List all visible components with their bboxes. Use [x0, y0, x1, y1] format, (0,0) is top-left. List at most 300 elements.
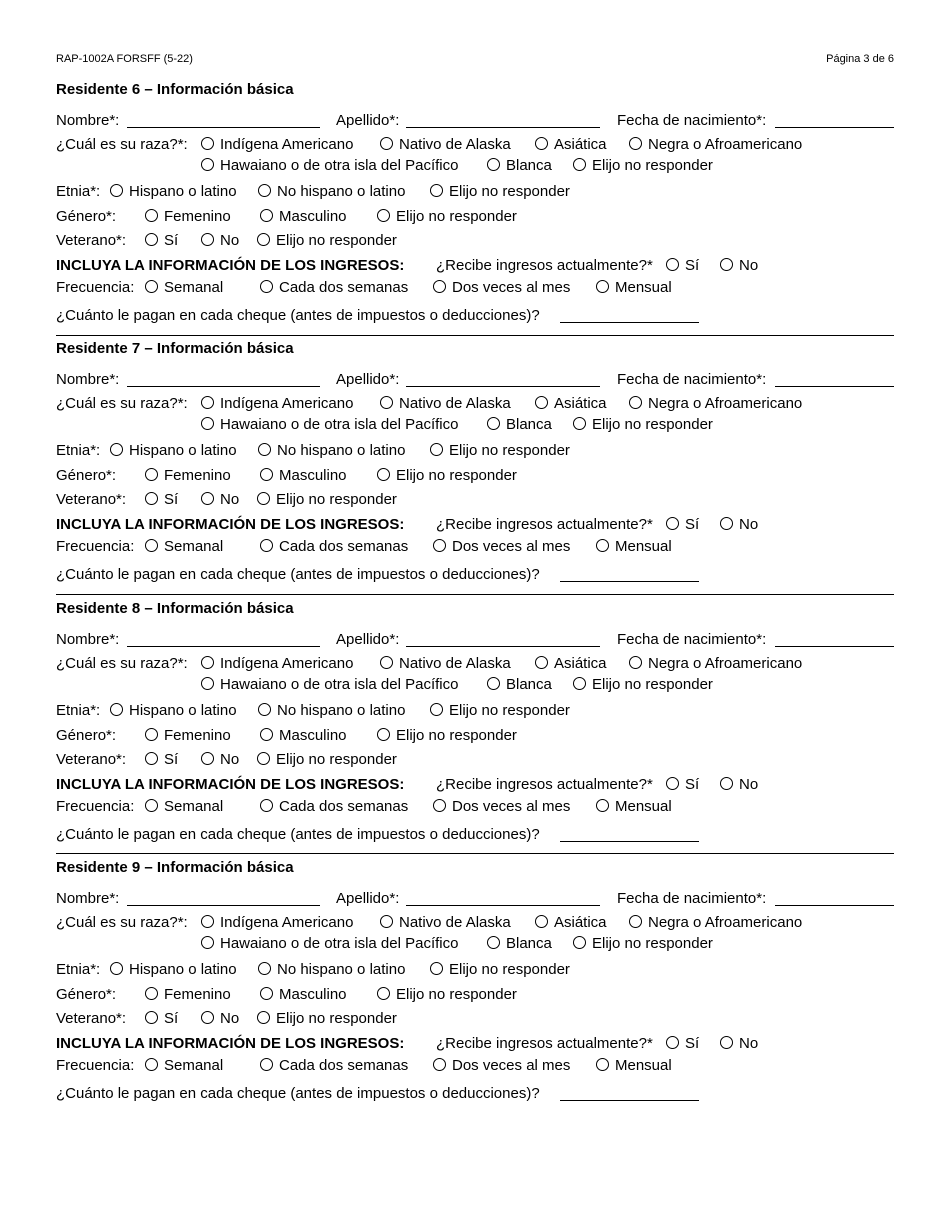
frecuencia-option[interactable] [433, 797, 570, 817]
radio-circle-icon[interactable] [258, 962, 271, 975]
frecuencia-option[interactable] [260, 1056, 408, 1076]
option-label: Hawaiano o de otra isla del Pacífico [220, 676, 459, 693]
apellido-label: Apellido*: [336, 890, 400, 907]
veterano-option[interactable] [201, 231, 239, 251]
recibe-option[interactable] [720, 1034, 758, 1054]
option-label: Elijo no responder [396, 986, 517, 1003]
radio-circle-icon[interactable] [596, 539, 609, 552]
option-label: Cada dos semanas [279, 538, 409, 555]
veterano-option[interactable] [201, 490, 239, 510]
genero-option[interactable] [260, 985, 347, 1005]
recibe-option[interactable] [720, 515, 758, 535]
veterano-label: Veterano*: [56, 1010, 127, 1027]
radio-circle-icon[interactable] [666, 258, 679, 271]
option-label: Masculino [279, 986, 347, 1003]
radio-circle-icon[interactable] [145, 492, 158, 505]
raza-option[interactable] [535, 913, 607, 933]
option-label: Sí [164, 1010, 179, 1027]
option-label: Hawaiano o de otra isla del Pacífico [220, 416, 459, 433]
option-label: No [739, 776, 759, 793]
etnia-option[interactable] [258, 441, 405, 461]
etnia-option[interactable] [430, 441, 570, 461]
frecuencia-option[interactable] [260, 797, 408, 817]
option-label: Elijo no responder [449, 961, 570, 978]
radio-circle-icon[interactable] [260, 468, 273, 481]
frecuencia-option[interactable] [433, 1056, 570, 1076]
radio-circle-icon[interactable] [430, 443, 443, 456]
frecuencia-option[interactable] [596, 797, 672, 817]
frecuencia-option[interactable] [596, 278, 672, 298]
radio-circle-icon[interactable] [257, 492, 270, 505]
option-label: Cada dos semanas [279, 798, 409, 815]
radio-circle-icon[interactable] [629, 656, 642, 669]
frecuencia-label: Frecuencia: [56, 279, 135, 296]
frecuencia-option[interactable] [260, 278, 408, 298]
section-divider [56, 335, 894, 336]
option-label: Femenino [164, 208, 231, 225]
raza-option[interactable] [573, 415, 713, 435]
section-title: Residente 8 – Información básica [56, 600, 294, 617]
radio-circle-icon[interactable] [720, 777, 733, 790]
etnia-option[interactable] [258, 182, 405, 202]
veterano-option[interactable] [257, 750, 397, 770]
raza-label: ¿Cuál es su raza?*: [56, 914, 188, 931]
option-label: No hispano o latino [277, 442, 406, 459]
radio-circle-icon[interactable] [430, 184, 443, 197]
radio-circle-icon[interactable] [377, 987, 390, 1000]
radio-circle-icon[interactable] [535, 396, 548, 409]
veterano-label: Veterano*: [56, 751, 127, 768]
raza-option[interactable] [629, 394, 802, 414]
nombre-field[interactable] [127, 127, 320, 128]
radio-circle-icon[interactable] [596, 280, 609, 293]
apellido-field[interactable] [406, 905, 600, 906]
option-label: Hispano o latino [129, 183, 237, 200]
radio-circle-icon[interactable] [201, 417, 214, 430]
radio-circle-icon[interactable] [110, 703, 123, 716]
veterano-option[interactable] [145, 490, 178, 510]
radio-circle-icon[interactable] [433, 799, 446, 812]
etnia-option[interactable] [430, 701, 570, 721]
radio-circle-icon[interactable] [573, 158, 586, 171]
radio-circle-icon[interactable] [720, 258, 733, 271]
radio-circle-icon[interactable] [145, 728, 158, 741]
raza-option[interactable] [380, 654, 511, 674]
option-label: Elijo no responder [276, 751, 397, 768]
option-label: Hispano o latino [129, 961, 237, 978]
fecha-label: Fecha de nacimiento*: [617, 371, 767, 388]
radio-circle-icon[interactable] [201, 492, 214, 505]
radio-circle-icon[interactable] [110, 443, 123, 456]
radio-circle-icon[interactable] [535, 137, 548, 150]
option-label: Elijo no responder [396, 208, 517, 225]
radio-circle-icon[interactable] [145, 752, 158, 765]
option-label: Sí [685, 516, 700, 533]
option-label: Indígena Americano [220, 136, 354, 153]
genero-option[interactable] [377, 207, 517, 227]
recibe-label: ¿Recibe ingresos actualmente?* [436, 1035, 653, 1052]
option-label: Sí [164, 232, 179, 249]
raza-option[interactable] [629, 654, 802, 674]
radio-circle-icon[interactable] [433, 1058, 446, 1071]
genero-option[interactable] [377, 466, 517, 486]
section-title: Residente 9 – Información básica [56, 859, 294, 876]
raza-option[interactable] [487, 156, 552, 176]
option-label: No [220, 751, 240, 768]
veterano-option[interactable] [257, 490, 397, 510]
frecuencia-option[interactable] [433, 537, 570, 557]
veterano-option[interactable] [257, 231, 397, 251]
option-label: Mensual [615, 1057, 672, 1074]
option-label: No [739, 1035, 759, 1052]
etnia-option[interactable] [110, 441, 237, 461]
nombre-label: Nombre*: [56, 631, 120, 648]
frecuencia-option[interactable] [145, 278, 223, 298]
genero-option[interactable] [145, 726, 231, 746]
radio-circle-icon[interactable] [145, 280, 158, 293]
option-label: Blanca [506, 676, 552, 693]
radio-circle-icon[interactable] [377, 468, 390, 481]
cheque-label: ¿Cuánto le pagan en cada cheque (antes de impuestos o deducciones)? [56, 826, 540, 843]
option-label: Elijo no responder [396, 727, 517, 744]
raza-option[interactable] [201, 135, 353, 155]
resident-section [56, 859, 894, 1118]
option-label: Elijo no responder [449, 442, 570, 459]
page-number: Página 3 de 6 [826, 53, 894, 65]
radio-circle-icon[interactable] [260, 987, 273, 1000]
option-label: Negra o Afroamericano [648, 395, 803, 412]
frecuencia-option[interactable] [596, 1056, 672, 1076]
genero-option[interactable] [377, 726, 517, 746]
raza-option[interactable] [487, 934, 552, 954]
radio-circle-icon[interactable] [433, 539, 446, 552]
raza-option[interactable] [380, 913, 511, 933]
cheque-label: ¿Cuánto le pagan en cada cheque (antes de impuestos o deducciones)? [56, 566, 540, 583]
radio-circle-icon[interactable] [487, 158, 500, 171]
fecha-field[interactable] [775, 646, 894, 647]
radio-circle-icon[interactable] [201, 233, 214, 246]
radio-circle-icon[interactable] [629, 396, 642, 409]
radio-circle-icon[interactable] [201, 1011, 214, 1024]
cheque-amount-field[interactable] [560, 1100, 699, 1101]
ingresos-heading: INCLUYA LA INFORMACIÓN DE LOS INGRESOS: [56, 776, 405, 793]
frecuencia-option[interactable] [596, 537, 672, 557]
option-label: Elijo no responder [592, 676, 713, 693]
radio-circle-icon[interactable] [258, 703, 271, 716]
frecuencia-label: Frecuencia: [56, 1057, 135, 1074]
apellido-label: Apellido*: [336, 112, 400, 129]
option-label: Indígena Americano [220, 914, 354, 931]
option-label: No [739, 516, 759, 533]
radio-circle-icon[interactable] [487, 677, 500, 690]
raza-option[interactable] [201, 913, 353, 933]
radio-circle-icon[interactable] [596, 1058, 609, 1071]
radio-circle-icon[interactable] [430, 962, 443, 975]
fecha-field[interactable] [775, 386, 894, 387]
radio-circle-icon[interactable] [380, 396, 393, 409]
option-label: Elijo no responder [449, 183, 570, 200]
raza-label: ¿Cuál es su raza?*: [56, 395, 188, 412]
etnia-option[interactable] [430, 182, 570, 202]
fecha-field[interactable] [775, 905, 894, 906]
option-label: Elijo no responder [276, 491, 397, 508]
radio-circle-icon[interactable] [720, 1036, 733, 1049]
recibe-option[interactable] [666, 775, 699, 795]
raza-option[interactable] [573, 675, 713, 695]
radio-circle-icon[interactable] [666, 517, 679, 530]
radio-circle-icon[interactable] [629, 915, 642, 928]
raza-option[interactable] [629, 913, 802, 933]
option-label: Sí [164, 751, 179, 768]
apellido-field[interactable] [406, 386, 600, 387]
cheque-amount-field[interactable] [560, 581, 699, 582]
option-label: Asiática [554, 655, 607, 672]
radio-circle-icon[interactable] [201, 656, 214, 669]
radio-circle-icon[interactable] [145, 987, 158, 1000]
etnia-option[interactable] [110, 701, 237, 721]
radio-circle-icon[interactable] [596, 799, 609, 812]
section-divider [56, 594, 894, 595]
raza-option[interactable] [201, 156, 458, 176]
veterano-option[interactable] [201, 750, 239, 770]
radio-circle-icon[interactable] [260, 799, 273, 812]
etnia-label: Etnia*: [56, 183, 101, 200]
recibe-option[interactable] [720, 256, 758, 276]
radio-circle-icon[interactable] [145, 468, 158, 481]
radio-circle-icon[interactable] [380, 915, 393, 928]
radio-circle-icon[interactable] [201, 936, 214, 949]
option-label: Hispano o latino [129, 442, 237, 459]
option-label: Dos veces al mes [452, 279, 571, 296]
veterano-label: Veterano*: [56, 232, 127, 249]
option-label: No [220, 1010, 240, 1027]
etnia-label: Etnia*: [56, 442, 101, 459]
raza-option[interactable] [487, 415, 552, 435]
radio-circle-icon[interactable] [260, 539, 273, 552]
radio-circle-icon[interactable] [257, 233, 270, 246]
radio-circle-icon[interactable] [535, 656, 548, 669]
radio-circle-icon[interactable] [629, 137, 642, 150]
option-label: Elijo no responder [449, 702, 570, 719]
raza-option[interactable] [380, 394, 511, 414]
radio-circle-icon[interactable] [380, 137, 393, 150]
frecuencia-label: Frecuencia: [56, 538, 135, 555]
option-label: Sí [685, 1035, 700, 1052]
option-label: Negra o Afroamericano [648, 914, 803, 931]
raza-option[interactable] [380, 135, 511, 155]
cheque-label: ¿Cuánto le pagan en cada cheque (antes de impuestos o deducciones)? [56, 307, 540, 324]
recibe-option[interactable] [666, 1034, 699, 1054]
radio-circle-icon[interactable] [145, 539, 158, 552]
fecha-label: Fecha de nacimiento*: [617, 890, 767, 907]
option-label: No [220, 491, 240, 508]
radio-circle-icon[interactable] [201, 396, 214, 409]
recibe-option[interactable] [666, 515, 699, 535]
radio-circle-icon[interactable] [666, 777, 679, 790]
radio-circle-icon[interactable] [535, 915, 548, 928]
raza-option[interactable] [487, 675, 552, 695]
radio-circle-icon[interactable] [145, 233, 158, 246]
option-label: No [220, 232, 240, 249]
option-label: Asiática [554, 395, 607, 412]
option-label: Hispano o latino [129, 702, 237, 719]
veterano-option[interactable] [145, 231, 178, 251]
genero-option[interactable] [145, 207, 231, 227]
section-title: Residente 6 – Información básica [56, 81, 294, 98]
radio-circle-icon[interactable] [258, 184, 271, 197]
radio-circle-icon[interactable] [201, 137, 214, 150]
option-label: Nativo de Alaska [399, 655, 511, 672]
etnia-option[interactable] [258, 960, 405, 980]
frecuencia-option[interactable] [260, 537, 408, 557]
radio-circle-icon[interactable] [720, 517, 733, 530]
option-label: Indígena Americano [220, 655, 354, 672]
option-label: Dos veces al mes [452, 798, 571, 815]
radio-circle-icon[interactable] [257, 752, 270, 765]
raza-option[interactable] [535, 654, 607, 674]
radio-circle-icon[interactable] [110, 184, 123, 197]
raza-option[interactable] [573, 156, 713, 176]
option-label: Nativo de Alaska [399, 914, 511, 931]
option-label: Dos veces al mes [452, 1057, 571, 1074]
etnia-option[interactable] [110, 182, 237, 202]
nombre-label: Nombre*: [56, 371, 120, 388]
frecuencia-option[interactable] [145, 1056, 223, 1076]
radio-circle-icon[interactable] [260, 1058, 273, 1071]
radio-circle-icon[interactable] [377, 209, 390, 222]
fecha-label: Fecha de nacimiento*: [617, 631, 767, 648]
option-label: Dos veces al mes [452, 538, 571, 555]
apellido-field[interactable] [406, 127, 600, 128]
option-label: Negra o Afroamericano [648, 136, 803, 153]
option-label: Cada dos semanas [279, 1057, 409, 1074]
radio-circle-icon[interactable] [145, 1011, 158, 1024]
nombre-label: Nombre*: [56, 890, 120, 907]
option-label: Semanal [164, 538, 224, 555]
raza-option[interactable] [201, 934, 458, 954]
etnia-label: Etnia*: [56, 961, 101, 978]
veterano-option[interactable] [257, 1009, 397, 1029]
veterano-option[interactable] [201, 1009, 239, 1029]
etnia-option[interactable] [430, 960, 570, 980]
radio-circle-icon[interactable] [433, 280, 446, 293]
apellido-label: Apellido*: [336, 631, 400, 648]
recibe-option[interactable] [720, 775, 758, 795]
genero-option[interactable] [145, 985, 231, 1005]
radio-circle-icon[interactable] [260, 280, 273, 293]
option-label: Nativo de Alaska [399, 136, 511, 153]
apellido-label: Apellido*: [336, 371, 400, 388]
raza-option[interactable] [201, 394, 353, 414]
raza-option[interactable] [629, 135, 802, 155]
option-label: Elijo no responder [276, 1010, 397, 1027]
radio-circle-icon[interactable] [260, 209, 273, 222]
frecuencia-option[interactable] [145, 797, 223, 817]
frecuencia-option[interactable] [433, 278, 570, 298]
option-label: Mensual [615, 798, 672, 815]
radio-circle-icon[interactable] [487, 417, 500, 430]
option-label: Sí [685, 776, 700, 793]
nombre-field[interactable] [127, 905, 320, 906]
radio-circle-icon[interactable] [377, 728, 390, 741]
radio-circle-icon[interactable] [487, 936, 500, 949]
raza-option[interactable] [201, 654, 353, 674]
radio-circle-icon[interactable] [145, 799, 158, 812]
section-title: Residente 7 – Información básica [56, 340, 294, 357]
option-label: Elijo no responder [276, 232, 397, 249]
radio-circle-icon[interactable] [145, 209, 158, 222]
genero-option[interactable] [260, 726, 347, 746]
radio-circle-icon[interactable] [380, 656, 393, 669]
option-label: Asiática [554, 136, 607, 153]
nombre-field[interactable] [127, 646, 320, 647]
ingresos-heading: INCLUYA LA INFORMACIÓN DE LOS INGRESOS: [56, 1035, 405, 1052]
etnia-option[interactable] [110, 960, 237, 980]
radio-circle-icon[interactable] [201, 915, 214, 928]
genero-option[interactable] [377, 985, 517, 1005]
veterano-option[interactable] [145, 1009, 178, 1029]
option-label: No hispano o latino [277, 702, 406, 719]
veterano-option[interactable] [145, 750, 178, 770]
option-label: Masculino [279, 467, 347, 484]
radio-circle-icon[interactable] [430, 703, 443, 716]
genero-option[interactable] [260, 466, 347, 486]
genero-option[interactable] [260, 207, 347, 227]
nombre-label: Nombre*: [56, 112, 120, 129]
radio-circle-icon[interactable] [260, 728, 273, 741]
genero-label: Género*: [56, 208, 117, 225]
section-divider [56, 853, 894, 854]
genero-option[interactable] [145, 466, 231, 486]
option-label: Mensual [615, 538, 672, 555]
option-label: Mensual [615, 279, 672, 296]
frecuencia-option[interactable] [145, 537, 223, 557]
raza-option[interactable] [573, 934, 713, 954]
radio-circle-icon[interactable] [201, 158, 214, 171]
raza-option[interactable] [535, 394, 607, 414]
ingresos-heading: INCLUYA LA INFORMACIÓN DE LOS INGRESOS: [56, 257, 405, 274]
radio-circle-icon[interactable] [201, 677, 214, 690]
etnia-option[interactable] [258, 701, 405, 721]
radio-circle-icon[interactable] [258, 443, 271, 456]
radio-circle-icon[interactable] [573, 677, 586, 690]
radio-circle-icon[interactable] [257, 1011, 270, 1024]
radio-circle-icon[interactable] [573, 417, 586, 430]
radio-circle-icon[interactable] [110, 962, 123, 975]
veterano-label: Veterano*: [56, 491, 127, 508]
fecha-field[interactable] [775, 127, 894, 128]
frecuencia-label: Frecuencia: [56, 798, 135, 815]
genero-label: Género*: [56, 986, 117, 1003]
apellido-field[interactable] [406, 646, 600, 647]
ingresos-heading: INCLUYA LA INFORMACIÓN DE LOS INGRESOS: [56, 516, 405, 533]
raza-option[interactable] [201, 415, 458, 435]
nombre-field[interactable] [127, 386, 320, 387]
cheque-amount-field[interactable] [560, 322, 699, 323]
form-id: RAP-1002A FORSFF (5-22) [56, 53, 193, 65]
resident-section [56, 81, 894, 340]
raza-option[interactable] [535, 135, 607, 155]
recibe-option[interactable] [666, 256, 699, 276]
etnia-label: Etnia*: [56, 702, 101, 719]
radio-circle-icon[interactable] [145, 1058, 158, 1071]
raza-option[interactable] [201, 675, 458, 695]
radio-circle-icon[interactable] [666, 1036, 679, 1049]
radio-circle-icon[interactable] [573, 936, 586, 949]
option-label: Cada dos semanas [279, 279, 409, 296]
radio-circle-icon[interactable] [201, 752, 214, 765]
cheque-amount-field[interactable] [560, 841, 699, 842]
